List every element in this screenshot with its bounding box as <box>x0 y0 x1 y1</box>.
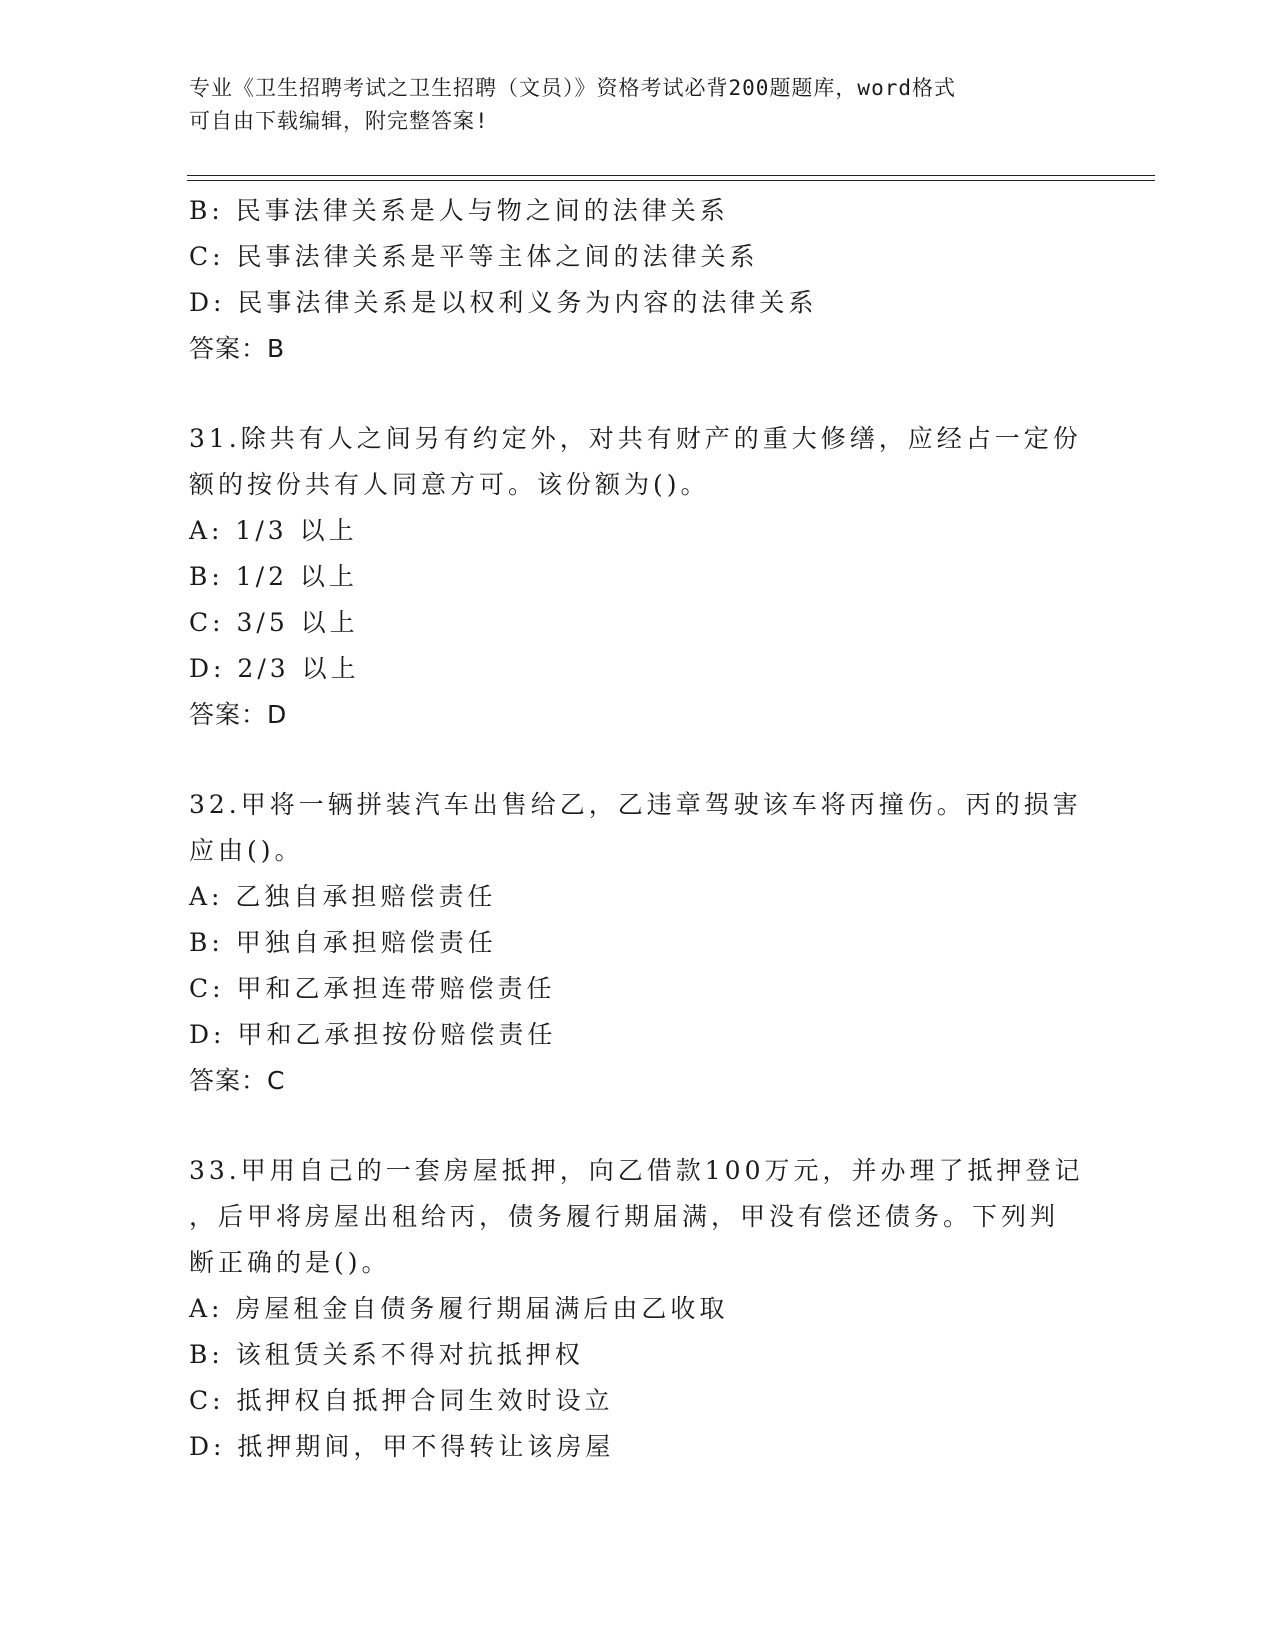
answer-label: 答案：C <box>189 1066 286 1095</box>
document-header <box>189 72 1089 138</box>
option-b: B: 民事法律关系是人与物之间的法律关系 <box>189 196 729 225</box>
answer-label: 答案：D <box>189 700 288 729</box>
question-text-line: 额的按份共有人同意方可。该份额为()。 <box>189 470 710 499</box>
question-text-line: 33.甲用自己的一套房屋抵押，向乙借款100万元，并办理了抵押登记 <box>189 1156 1084 1185</box>
header-divider-bottom <box>187 180 1155 181</box>
option-c: C: 甲和乙承担连带赔偿责任 <box>189 974 556 1003</box>
option-c: C: 3/5 以上 <box>189 608 359 637</box>
option-d: D: 甲和乙承担按份赔偿责任 <box>189 1020 557 1049</box>
question-text-line: 31.除共有人之间另有约定外，对共有财产的重大修缮，应经占一定份 <box>189 424 1082 453</box>
question-content <box>189 188 1089 1470</box>
option-c: C: 民事法律关系是平等主体之间的法律关系 <box>189 242 759 271</box>
option-b: B: 1/2 以上 <box>189 562 358 591</box>
option-d: D: 民事法律关系是以权利义务为内容的法律关系 <box>189 288 818 317</box>
answer-label: 答案：B <box>189 334 286 363</box>
partial-question <box>189 188 1089 372</box>
option-c: C: 抵押权自抵押合同生效时设立 <box>189 1386 614 1415</box>
option-a: A: 房屋租金自债务履行期届满后由乙收取 <box>189 1294 729 1323</box>
option-a: A: 1/3 以上 <box>189 516 358 545</box>
option-b: B: 甲独自承担赔偿责任 <box>189 928 497 957</box>
question-text-line: 32.甲将一辆拼装汽车出售给乙，乙违章驾驶该车将丙撞伤。丙的损害 <box>189 790 1082 819</box>
option-a: A: 乙独自承担赔偿责任 <box>189 882 497 911</box>
question-text-line: 应由()。 <box>189 836 304 865</box>
question-31 <box>189 416 1089 738</box>
question-text-line: ，后甲将房屋出租给丙，债务履行期届满，甲没有偿还债务。下列判 <box>189 1202 1060 1231</box>
question-text-line: 断正确的是()。 <box>189 1248 391 1277</box>
question-33 <box>189 1148 1089 1470</box>
option-b: B: 该租赁关系不得对抗抵押权 <box>189 1340 584 1369</box>
question-32 <box>189 782 1089 1104</box>
header-divider-top <box>187 175 1155 176</box>
option-d: D: 2/3 以上 <box>189 654 360 683</box>
option-d: D: 抵押期间，甲不得转让该房屋 <box>189 1432 615 1461</box>
header-line-1: 专业《卫生招聘考试之卫生招聘（文员）》资格考试必背200题题库，word格式 <box>189 76 956 100</box>
header-line-2: 可自由下载编辑，附完整答案! <box>189 109 489 133</box>
